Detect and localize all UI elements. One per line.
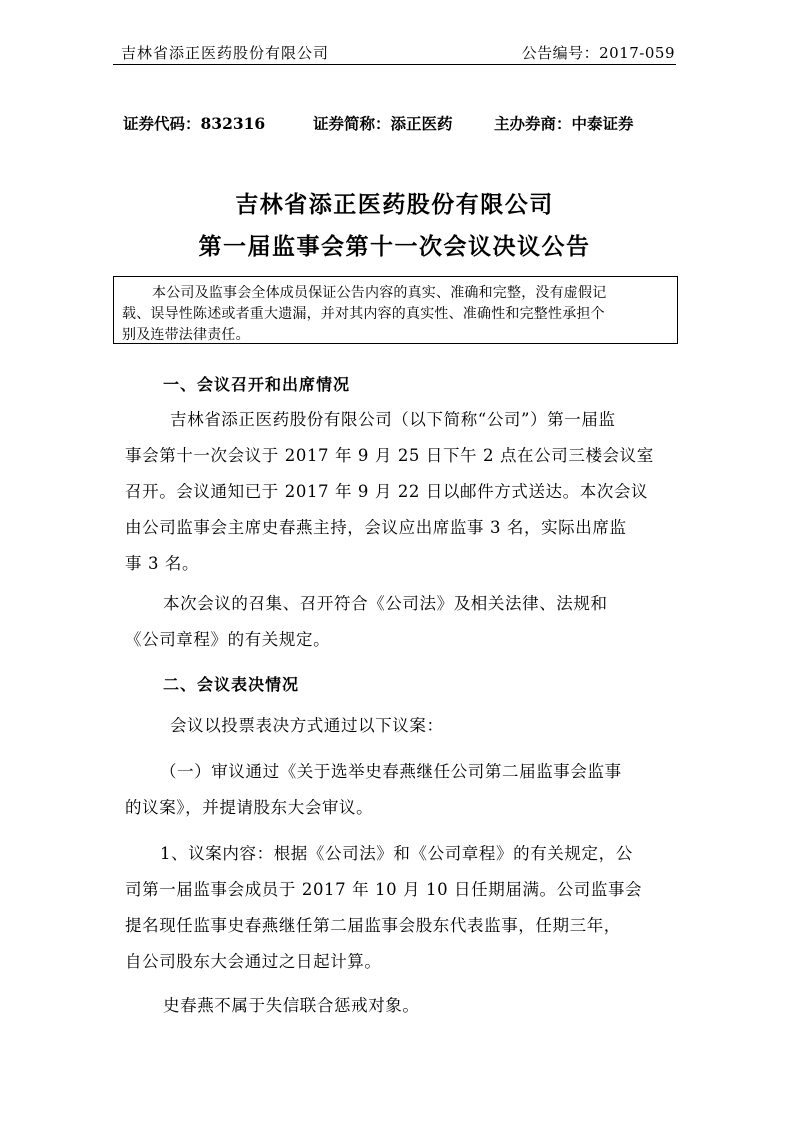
paragraph-line: 会议以投票表决方式通过以下议案：	[170, 716, 444, 735]
paragraph-line: 事会第十一次会议于 2017 年 9 月 25 日下午 2 点在公司三楼会议室	[125, 446, 654, 465]
notice-box	[113, 276, 678, 344]
paragraph-line: （一）审议通过《关于选举史春燕继任公司第二届监事会监事	[160, 762, 622, 781]
paragraph-line: 自公司股东大会通过之日起计算。	[125, 952, 382, 971]
paragraph-line: 《公司章程》的有关规定。	[125, 630, 331, 649]
paragraph-line: 的议案》，并提请股东大会审议。	[125, 798, 374, 817]
page-header	[113, 38, 677, 64]
section-heading-meeting: 一、会议召开和出席情况	[163, 375, 351, 394]
paragraph-line: 提名现任监事史春燕继任第二届监事会股东代表监事，任期三年，	[125, 916, 621, 935]
sponsor-broker: 主办券商：中泰证券	[494, 114, 634, 133]
header-company-name: 吉林省添正医药股份有限公司	[121, 44, 330, 62]
notice-line: 别及连带法律责任。	[122, 327, 250, 343]
section-heading-voting: 二、会议表决情况	[163, 675, 300, 694]
paragraph-line: 司第一届监事会成员于 2017 年 10 月 10 日任期届满。公司监事会	[125, 880, 643, 899]
paragraph-line: 召开。会议通知已于 2017 年 9 月 22 日以邮件方式送达。本次会议	[125, 482, 649, 501]
paragraph-line: 事 3 名。	[125, 554, 200, 573]
document-title-line2: 第一届监事会第十一次会议决议公告	[198, 233, 591, 260]
securities-code: 证券代码：832316	[123, 114, 266, 133]
paragraph-line: 史春燕不属于失信联合惩戒对象。	[163, 996, 420, 1015]
paragraph-line: 吉林省添正医药股份有限公司（以下简称“公司”）第一届监	[170, 410, 616, 429]
securities-info-line	[113, 112, 676, 136]
header-announcement-number: 公告编号：2017-059	[521, 44, 675, 62]
paragraph-line: 由公司监事会主席史春燕主持，会议应出席监事 3 名，实际出席监	[125, 518, 627, 537]
paragraph-line: 本次会议的召集、召开符合《公司法》及相关法律、法规和	[163, 594, 608, 613]
securities-short-name: 证券简称：添正医药	[313, 114, 453, 133]
paragraph-line: 1、议案内容：根据《公司法》和《公司章程》的有关规定，公	[160, 844, 633, 863]
notice-line: 本公司及监事会全体成员保证公告内容的真实、准确和完整，没有虚假记	[152, 285, 607, 301]
notice-line: 载、误导性陈述或者重大遗漏，并对其内容的真实性、准确性和完整性承担个	[122, 306, 605, 322]
header-divider	[113, 64, 676, 65]
document-title-line1: 吉林省添正医药股份有限公司	[235, 191, 554, 218]
